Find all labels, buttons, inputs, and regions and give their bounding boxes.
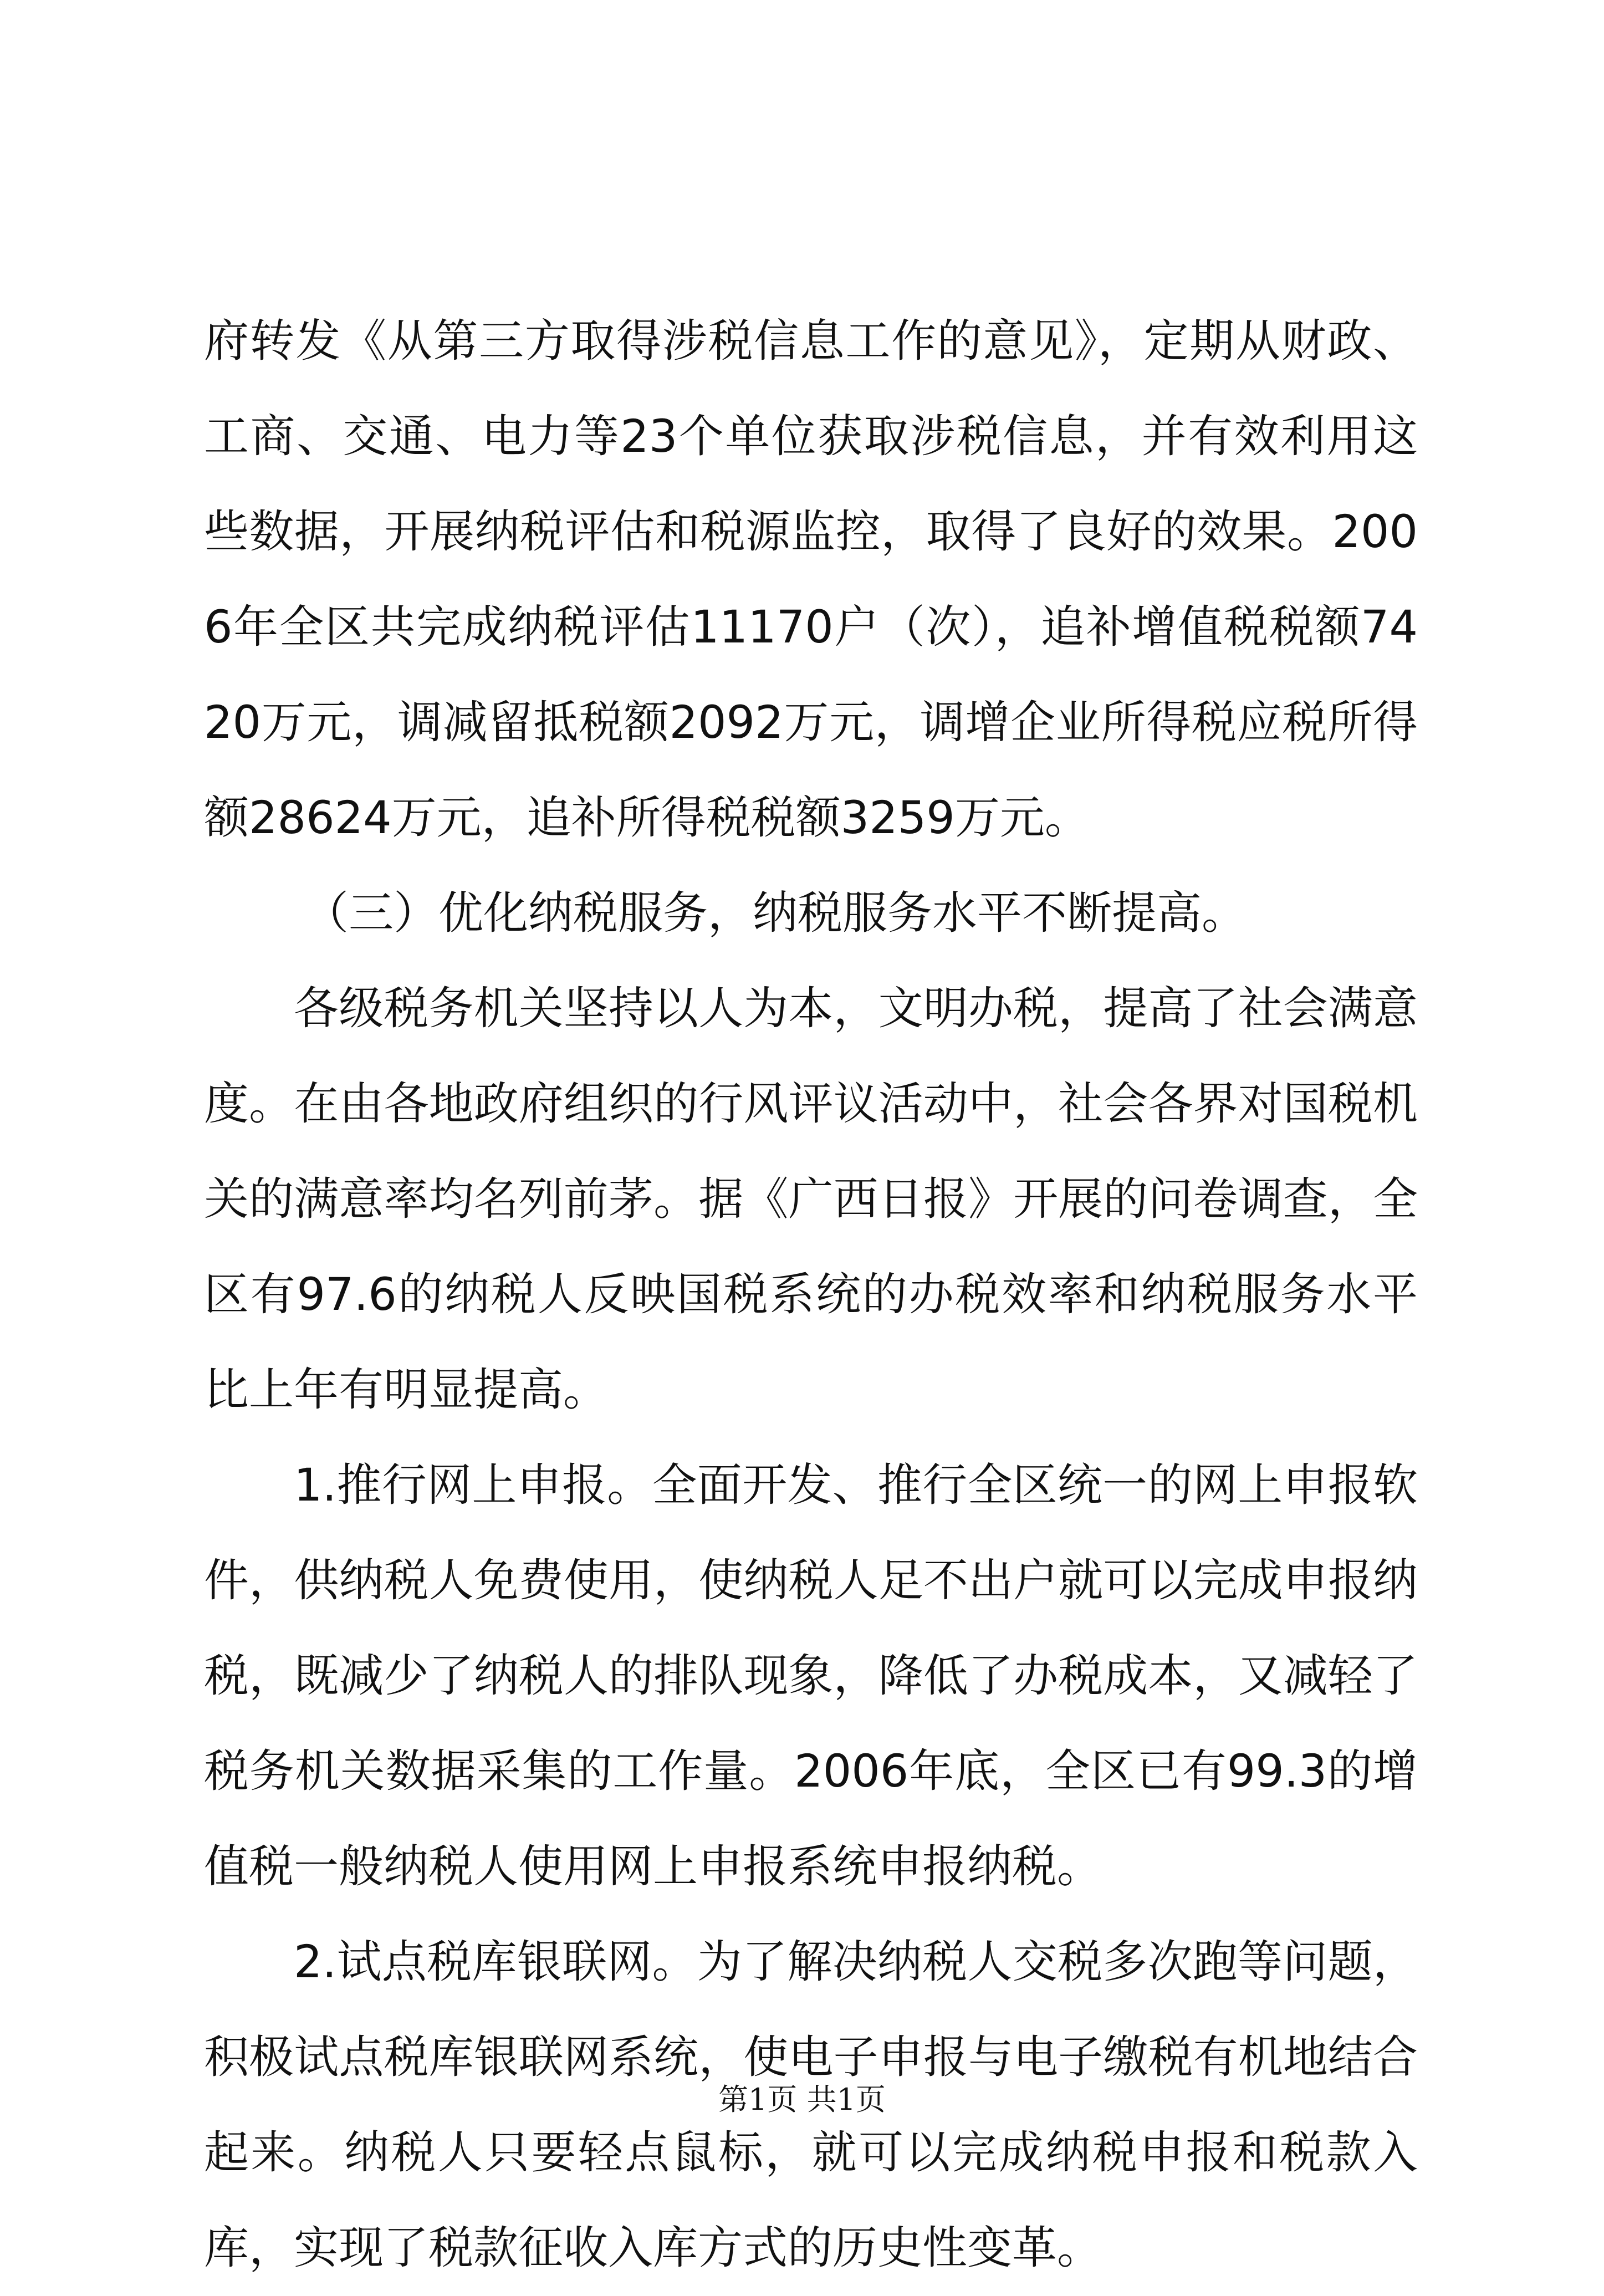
paragraph-online-filing: 1.推行网上申报。全面开发、推行全区统一的网上申报软件，供纳税人免费使用，使纳税人足不出户就可以完成申报纳税，既减少了纳税人的排队现象，降低了办税成本，又减轻了税务机关数据采集的工作量。2006年底，全区已有99.3的增值税一般纳税人使用网上申报系统申报纳税。 (204, 1460, 1418, 1893)
paragraph-tax-assessment: 府转发《从第三方取得涉税信息工作的意见》，定期从财政、工商、交通、电力等23个单位获取涉税信息，并有效利用这些数据，开展纳税评估和税源监控，取得了良好的效果。2006年全区共完成纳税评估11170户（次），追补增值税税额7420万元，调减留抵税额2092万元，调增企业所得税应税所得额28624万元，追补所得税税额3259万元。 (204, 315, 1418, 844)
paragraph-satisfaction: 各级税务机关坚持以人为本，文明办税，提高了社会满意度。在由各地政府组织的行风评议活动中，社会各界对国税机关的满意率均名列前茅。据《广西日报》开展的问卷调查，全区有97.6的纳税人反映国税系统的办税效率和纳税服务水平比上年有明显提高。 (204, 983, 1418, 1416)
document-body (204, 294, 1418, 2296)
section-heading-tax-service: （三）优化纳税服务，纳税服务水平不断提高。 (304, 887, 1247, 940)
page-footer: 第1页 共1页 (718, 2082, 886, 2117)
paragraph-tax-bank-network: 2.试点税库银联网。为了解决纳税人交税多次跑等问题，积极试点税库银联网系统，使电子申报与电子缴税有机地结合起来。纳税人只要轻点鼠标，就可以完成纳税申报和税款入库，实现了税款征收入库方式的历史性变革。 (204, 1936, 1418, 2274)
